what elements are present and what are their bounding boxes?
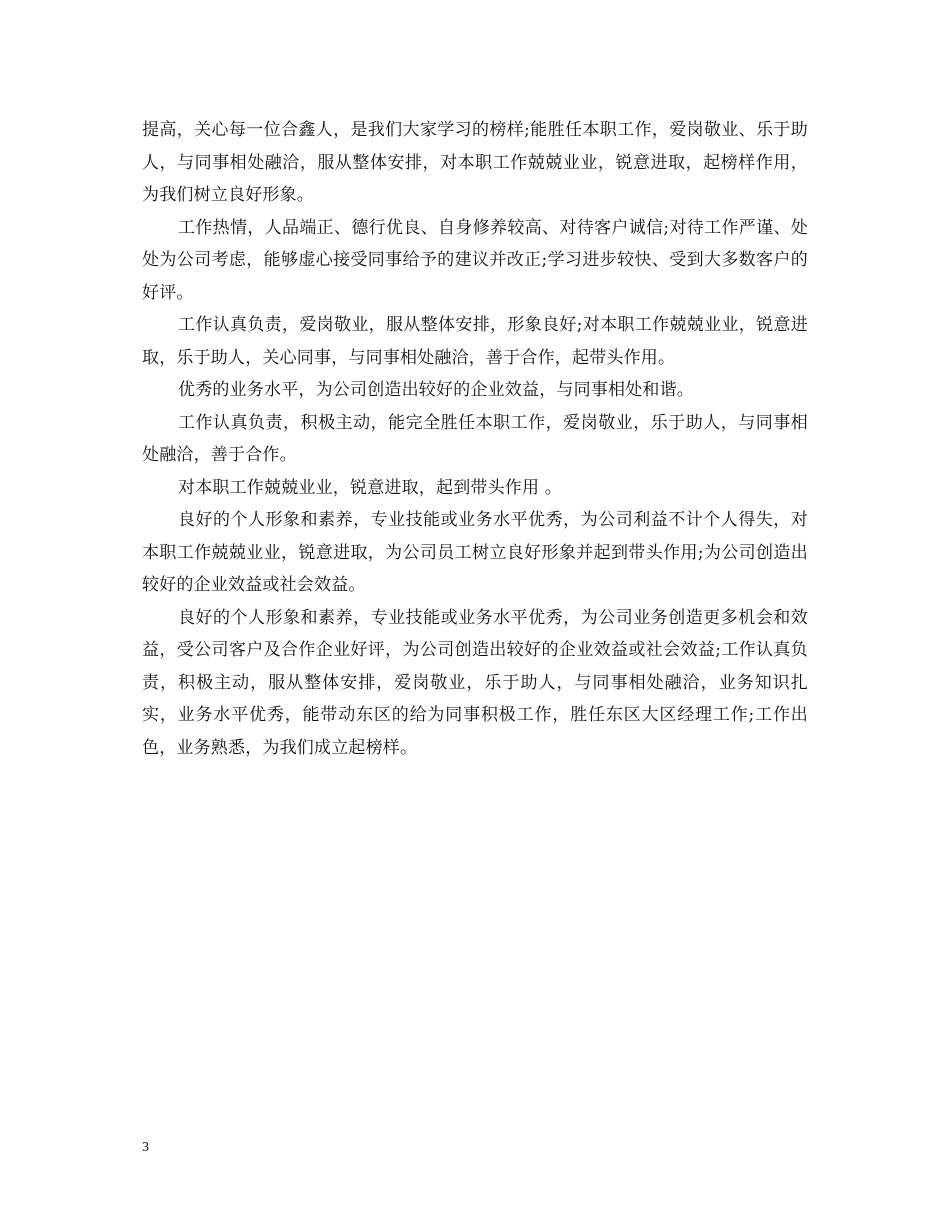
paragraph-7: 良好的个人形象和素养，专业技能或业务水平优秀，为公司利益不计个人得失，对本职工作兢兢业业，锐意进取，为公司员工树立良好形象并起到带头作用;为公司创造出较好的企业效益或社会效益。 — [142, 510, 808, 595]
paragraph-6: 对本职工作兢兢业业，锐意进取，起到带头作用 。 — [178, 477, 563, 498]
paragraph-3: 工作认真负责，爱岗敬业，服从整体安排，形象良好;对本职工作兢兢业业，锐意进取，乐于助人，关心同事，与同事相处融洽，善于合作，起带头作用。 — [142, 315, 808, 368]
paragraph-5: 工作认真负责，积极主动，能完全胜任本职工作，爱岗敬业，乐于助人，与同事相处融洽，善于合作。 — [142, 412, 808, 465]
paragraph-4: 优秀的业务水平，为公司创造出较好的企业效益，与同事相处和谐。 — [178, 380, 694, 400]
paragraph-2: 工作热情，人品端正、德行优良、自身修养较高、对待客户诚信;对待工作严谨、处处为公司考虑，能够虚心接受同事给予的建议并改正;学习进步较快、受到大多数客户的好评。 — [142, 217, 808, 303]
paragraph-8: 良好的个人形象和素养，专业技能或业务水平优秀，为公司业务创造更多机会和效益，受公司客户及合作企业好评，为公司创造出较好的企业效益或社会效益;工作认真负责，积极主动，服从整体安排，爱岗敬业，乐于助人，与同事相处融洽，业务知识扎实，业务水平优秀，能带动东区的给为同事积极工作，胜任东区大区经理工作;工作出色，业务熟悉，为我们成立起榜样。 — [142, 607, 808, 758]
document-body — [142, 114, 808, 764]
paragraph-1: 提高，关心每一位合鑫人，是我们大家学习的榜样;能胜任本职工作，爱岗敬业、乐于助人，与同事相处融洽，服从整体安排，对本职工作兢兢业业，锐意进取，起榜样作用，为我们树立良好形象。 — [142, 120, 808, 205]
page-number: 3 — [142, 1140, 149, 1155]
